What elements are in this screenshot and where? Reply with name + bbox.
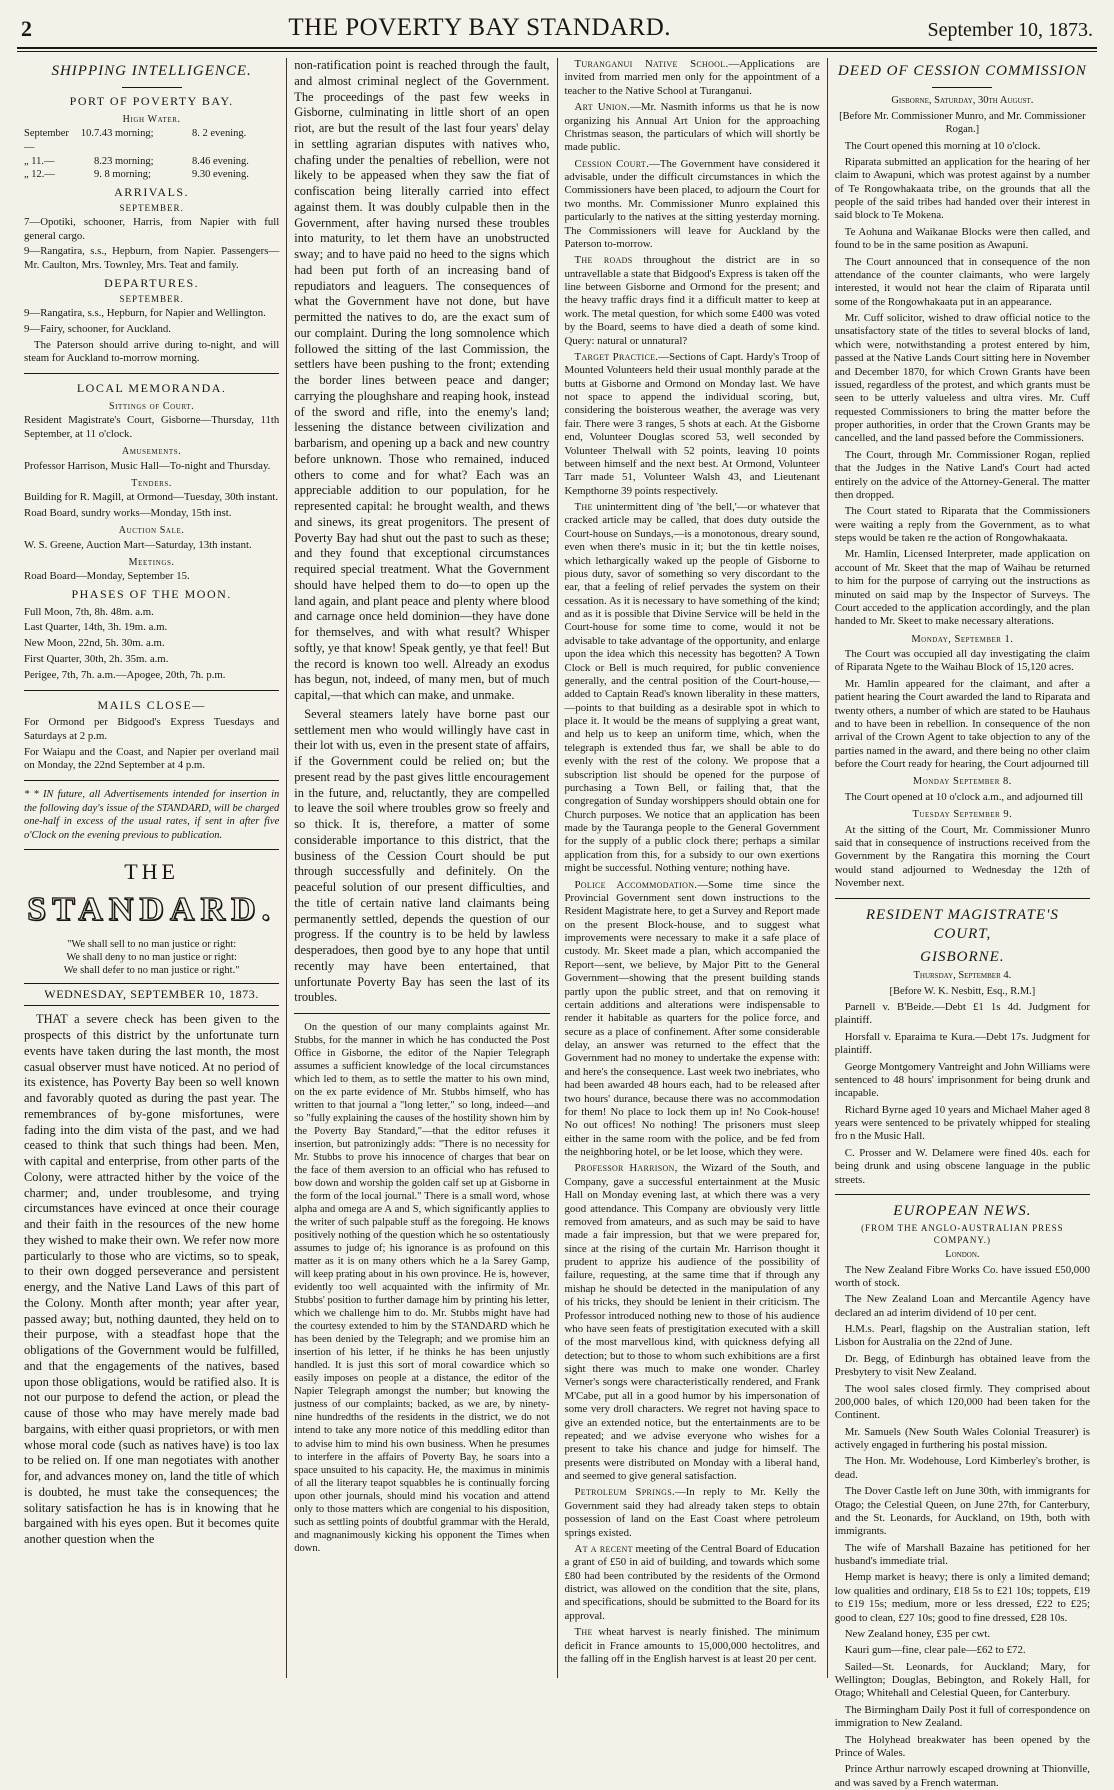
moon-phase: Perigee, 7th, 7h. a.m.—Apogee, 20th, 7h. p.m. [24,668,226,681]
arrivals-month: SEPTEMBER. [119,203,184,214]
masthead-the: THE [124,858,179,884]
newspaper-title: THE POVERTY BAY STANDARD. [288,14,672,41]
news-item [565,351,820,498]
news-item-text: the Wizard of the South, and Company, gave a successful entertainment at the Music Hall on Monday evening last, at which there was a very good attendance. This Company are obviously very little removed from amateurs, and as such may be said to have made a fair impression, but that we were prepared for, since at the rising of the curtain Mr. Harrison thought it prudent to apprize his audience of the possibility of failure, requesting, at the same time that if through any mishap he should be detected in the manipulation of any of his tricks, they should be lenient in their criticism. The Professor introduced nothing new to those of his audience who have seen feats of prestigitation executed with a skill of the most marvellous kind, with quickness defying all detection; but to those to whom such exhibitions are a first sight there was much to make one wonder. Charley Verner's songs were characteristically rendered, and Frank M'Cabe, put all in a good humor by his impersonation of some very droll characters. We regret not having space to give an extended notice, but the entertainments are to be repeated; and we advise everyone who wishes for a present to take his chance and judge for himself. The presents were distributed on Monday with a liberal hand, and seemed to give general satisfaction. [564,1162,820,1482]
section-rule [24,849,279,850]
news-item-text: —Sections of Capt. Hardy's Troop of Mounted Volunteers held their usual monthly parade at the butts at Gisborne and Ormond on Monday last. We have not space to append the individual scoring, but, considering the boisterous weather, the average was very fair. There were 3 ranges, 5 shots at each. At the Gisborne end, Volunteer Douglas scored 53, well seconded by Volunteer Thelwall with 52 points, leaving 10 points between himself and the next best. At Ormond, Volunteer Tarr made 51, Volunteer Walsh 43, and Lieutenant Kempthorne 39 points respectively. [564,350,820,497]
deed-paragraph: Mr. Hamlin, Licensed Interpreter, made application on account of Mr. Skeet that the map of Waihau be returned to him for the purpose of carrying out the instructions as minuted on said map by the Inspector of Surveys. The Court acceded to the application accordingly, and the plan handed to Mr. Skeet to make necessary alterations. [834,548,1090,628]
amusements-text: Professor Harrison, Music Hall—To-night and Thursday. [24,459,271,472]
rm-paragraph: Richard Byrne aged 10 years and Michael Maher aged 8 years were sentenced to be privately whipped for stealing fro n the Music Hall. [834,1103,1090,1143]
deed-paragraph: The Court was occupied all day investigating the claim of Riparata Ngete to the Waihau Block of 15,120 acres. [834,648,1090,674]
tide-morning: 7.43 morning; [94,128,154,140]
meetings-head: Meetings. [128,556,175,568]
header-rule-thin [17,51,1097,52]
mails-title: MAILS CLOSE— [97,697,206,712]
tide-row [24,155,279,169]
european-news-item: The Holyhead breakwater has been opened by the Prince of Wales. [834,1733,1090,1759]
arrivals-title: ARRIVALS. [114,184,190,199]
news-item-text: —Mr. Nasmith informs us that he is now organizing his Annual Art Union for the approaching Christmas season, the particulars of which will shortly be made public. [564,101,820,154]
tuesday-head: Tuesday September 9. [912,809,1013,821]
leader-paragraph: THAT a severe check has been given to the prospects of this district by the unfortunate turn events have taken during the last month, the most casual observer must have noticed. At no period of its existence, has Poverty Bay been so well known and favorably quoted as during the past year. The remembrances of by-gone misfortunes, were fading into the dim vista of the past, and we had ceased to think that such things had been. Men, with capital and enterprise, from other parts of the Colony, were attracted hither by the voice of the charmer; and, under troublesome, and trying circumstances have evinced at once their courage and their faith in the resources of the new home they wished to make their own. We refer now more particularly to those who are victims, so to speak, to their own dogged perseverance and persistent energy, and the Native Land Laws of this part of the Colony. Month after month; year after year, passed away; but, nothing daunted, they held on to their purpose, with a steadfast hope that the obligations of the Government would be fulfilled, and that the engagements of the natives, based upon those obligations, would be ratified also. It is not our purpose to defend the action, or plead the cause of those who may have merely made bad bargains, with either quasi proprietors, or with men whose moral code (such as natives have) is too lax to be relied on. If one man negotiates with another for, and advances money on, land the title of which is doubted, he must take the consequences; the solitary satisfaction he has is in knowing that he bargained with his eyes open. But it becomes quite another question when the [24,1012,280,1547]
auction-text: W. S. Greene, Auction Mart—Saturday, 13th instant. [24,538,252,551]
news-item-text: wheat harvest is nearly finished. The minimum deficit in France amounts to 15,000,000 hectolitres, and the falling off in the English harvest is at least 20 per cent. [564,1626,820,1665]
section-rule [294,1013,549,1014]
rm-paragraph: Parnell v. B'Beide.—Debt £1 1s 4d. Judgment for plaintiff. [834,1001,1090,1027]
rm-paragraph: George Montgomery Vantreight and John Williams were sentenced to 48 hours' imprisonment for being drunk and incapable. [834,1060,1090,1100]
divider [122,87,182,88]
deed-paragraph: The Court announced that in consequence of the non attendance of the counter claimants, who were largely interested, it would not hear the claim of Riparata until some of the Rongowhakaata put in an appearance. [834,255,1090,308]
masthead-motto [24,938,279,977]
leader-paragraph: non-ratification point is reached through the fault, and almost criminal neglect of the Government. The proceedings of the past few weeks in Gisborne, culminating in little short of an open riot, are but the result of the last four years' delay in settling agrarian disputes with natives who, chafing under the penalties of rebellion, were not likely to be appeased when they saw the fiat of confiscation being literally carried into effect against them. It was doubly culpable then in the Government, after having nursed these troubles into maturity, to let them have an unobstructed sway; and to have paid no heed to the signs which had been put forth of an increasing band of repudiators and leaguers. The consequences of what the Government have not done, but have permitted the natives to do, are the exact sum of our complaint. During the long somnolence which followed the sitting of the last Commission, the settlers have been pushing to the front; extending the border lines between peace and danger; carrying the ploughshare and reaping hook, instead of the sword and rifle, into the enemy's land; lessening the distance between civilization and barbarism, and opening up a back and new country before unknown. Those who remained, induced others to come and for what? Each was an appreciable addition to our population, for he represented capital: he brought wealth, and thews and sinews, its great progenitors. The present of Poverty Bay had shut out the past to such as these; and they found that exceptional circumstances required special treatment. What the Government should have helped them to do—to open up the land again, and plant peace and plenty where blood and carnage once held dominion—they have done for themselves, and with what result? Whisper softly, ye that know! Speak gently, ye that feel! But the record is known too well. Already an exodus has begun, not, indeed, of many men, but of much capital,—that which can make, and unmake. [294,58,550,702]
section-rule [24,690,279,691]
european-news-item: The Birmingham Daily Post it full of correspondence on immigration to New Zealand. [834,1703,1090,1730]
deed-paragraph: Mr. Hamlin appeared for the claimant, and after a patient hearing the Court awarded the land to Riparata and twenty others, a number of which are stated to be Hauhaus and to have been in rebellion. In consequence of the non arrival of the Crown Agent to take objection to any of the parties named in the award, and there being no other claim before the Court ready for hearing, the Court adjourned till [834,677,1090,771]
news-item-text: —The Government have considered it advisable, under the difficult circumstances in which the Commissioners have been placed, to adjourn the Court for two months. Mr. Commissioner Munro explained this particularly to the natives at the sitting yesterday morning. The Commissioners will leave for Auckland by the Paterson to-morrow. [564,157,820,250]
section-rule [835,1194,1090,1195]
news-item-head: The [574,1626,593,1639]
tide-day: September 10.— [24,128,94,153]
issue-date: WEDNESDAY, SEPTEMBER 10, 1873. [24,983,279,1006]
news-item-head: The [574,501,593,513]
news-item-text: unintermittent ding of 'the bell,'—or whatever that cracked article may be called, that does duty outside the Court-house on Sundays,—is a monotonous, dreary sound, even when there's music in it; but the tin kettle noises, which lethargically waked up the people of Gisborne to pious duty, savor of something so very discordant to the ear, that a feeling of relief pervades the system on their cessation. As it is necessary to have something of the kind; and as it is possible that Divine Service will be held in the Court-house for some time to come, would it not be advisable to take advantage of the opportunity, and enlarge upon the idea which this necessity has begotten? A Town Clock or Bell is much required, for public convenience generally, and the central position of the Court-house,—added to Captain Read's known liberality in these matters,—points to that building as a desirable spot in which to place it. It would be the means of supplying a great want, and help us to keep an uniform time, which, when the telegraph is extended thus far, we shall be able to do evenly with the rest of the colony. We propose that a subscription list should be opened for the purpose of purchasing a Town Bell, or failing that, that the congregation of Sunday worshippers should obtain one for Church purposes. We notice that an application has been made by the Tauranga people to the General Government for the supply of a public clock there; perhaps a similar application from this, for a subsidy to our own exertions might be successful. Nothing venture; nothing have. [564,501,820,875]
departures-title: DEPARTURES. [104,276,200,291]
monday-head: Monday, September 1. [911,633,1014,645]
newspaper-page [17,0,1097,1789]
news-item [565,879,820,1160]
stubbs-paragraph: On the question of our many complaints against Mr. Stubbs, for the manner in which he has conducted the Post Office in Gisborne, the editor of the Napier Telegraph assumes a sufficient knowledge of the local circumstances which led to them, as to settle the matter to his own mind, on the ex parte evidence of Mr. Stubbs himself, who has written to that journal a "long letter," so long, indeed—and so "fully explaining the causes of the hostility shown him by the Poverty Bay Standard,"—that the editor refuses it insertion, but patronizingly adds: "There is no necessity for Mr. Stubbs to prove his innocence of charges that bear on the face of them aversion to an official who has refused to bow down and worship the golden calf set up at Gisborne in the form of the local journal." There is a small word, whose alpha and omega are A and S, which significantly applies to the writer of such palpable stuff as the foregoing. He knows positively nothing of the question which he so ostentatiously assumes to judge of; his ignorance is as profound on this matter as it is on many others which he a la Sarey Gamp, will keep prating about in his own province. He is, however, evidently too well acquainted with the infirmity of Mr. Stubbs' position to further damage him by printing his letter, which we challenge him to do. Mr. Stubbs might have had the courtesy extended to him by the STANDARD which he has been denied by the Telegraph; and we promise him an insertion of his letter, if he thinks he has been unjustly handled. It is just this sort of moral cowardice which so easily imposes on people at a distance, the editor of the Napier Telegraph amongst the number; but knowing the justness of our complaints; backed, as we are, by ninety-nine hundredths of the residents in the district, we do not intend to take any more notice of this meddling editor than to advise him to mind his own business. When he presumes to interfere in the affairs of Poverty Bay, he soars into a space unsuited to his capacity. He, the maximus in minimis of all the literary teapot squabbles he is continually forcing upon other journals, should mind his vocation and attend only to those matters which are congenial to his disposition, such as settling points of doubtful grammar with the Herald, and magnanimously kicking his opponent the Times when down. [294,1022,550,1554]
tide-morning: 8.23 morning; [94,155,154,167]
high-water-head: High Water. [122,113,181,125]
header-date: September 10, 1873. [927,19,1093,41]
rm-bracket: [Before W. K. Nesbitt, Esq., R.M.] [889,985,1036,997]
european-news-item: The New Zealand Fibre Works Co. have issued £50,000 worth of stock. [834,1263,1090,1289]
tide-day: „ 11.— [24,155,55,167]
european-news-item: Hemp market is heavy; there is only a limited demand; low qualities and ordinary, £18 5s to £21 10s; toppets, £19 to £19 15s; medium, more or less dressed, £22 to £25; good to clean, £27 10s; good to fine dressed, £28 10s. [834,1571,1090,1624]
european-news-item: H.M.s. Pearl, flagship on the Australian station, left Lisbon for Australia on the 22nd of June. [834,1323,1090,1349]
paterson-note: The Paterson should arrive during to-night, and will steam for Auckland to-morrow morning. [24,338,280,365]
tide-evening: 9.30 evening. [192,169,249,181]
monday8-head: Monday September 8. [912,776,1012,788]
tenders-text: Building for R. Magill, at Ormond—Tuesday, 30th instant. [24,491,279,504]
tide-row [24,127,279,154]
deed-paragraph: The Court, through Mr. Commissioner Rogan, replied that the Judges in the Native Land's Court had acted entirely on the advice of the Attorney-General. The matter then dropped. [834,448,1090,501]
sittings-head: Sittings of Court. [108,400,195,412]
european-news-item: The Dover Castle left on June 30th, with immigrants for Otago; the Celestial Queen, on June 27th, for Canterbury, and the St. Leonards, for Auckland, on 19th, both with immigrants. [834,1485,1090,1538]
news-item-head: Art Union. [574,101,631,114]
news-item-head: Turanganui Native School. [574,58,729,70]
news-item-head: The roads [574,254,633,267]
news-item-head: Police Accommodation. [574,878,698,891]
moon-phase: Full Moon, 7th, 8h. 48m. a.m. [24,605,154,618]
departure-entry: 9—Rangatira, s.s., Hepburn, for Napier and Wellington. [24,306,266,319]
auction-head: Auction Sale. [118,524,185,536]
tide-morning: 9. 8 morning; [94,169,151,181]
european-news-item: Prince Arthur narrowly escaped drowning at Thionville, and was saved by a French waterman. [834,1763,1090,1789]
european-news-item: Kauri gum—fine, clear pale—£62 to £72. [844,1644,1026,1657]
tide-row [24,168,279,182]
section-rule [24,373,279,374]
tide-day: „ 12.— [24,169,55,181]
leader-paragraph: Several steamers lately have borne past our settlement men who would willingly have cast in their lot with us, even in the present state of affairs, if the Government could be relied on; but the present read by the past gives little encouragement in the future, and, reluctantly, they are compelled to leave the soil where troubles grow so freely and so thick. It is, therefore, a matter of some considerable importance to this district, that the business of the Cession Court should be put through successfully and definitely. On the peaceful solution of our present difficulties, and the title of certain native land claimants being permanently settled, depends the question of our progress. If the country is to be held by lawless desperadoes, then good bye to any hope that until recently may have been entertained, that unfortunate Poverty Bay has seen the last of its troubles. [294,706,550,1005]
departures-month: SEPTEMBER. [119,294,184,305]
news-item [565,1626,820,1666]
news-item [565,1543,820,1623]
deed-paragraph: Mr. Cuff solicitor, wished to draw official notice to the unsatisfactory state of the titles to several blocks of land, which were, notwithstanding a protest entered by him, passed at the Native Lands Court sitting here in November and December 1870, for which Crown Grants have been issued, regardless of the protest, and which grants must be seen to be utterly valueless and ultra vires. Mr. Cuff requested Commissioners to bring the matter before the proper authorities, in order that the Crown Grants may be cancelled, and the land passed before the Commissioners. [834,312,1090,445]
masthead-standard: STANDARD. [27,891,277,929]
european-news-item: Sailed—St. Leonards, for Auckland; Mary, for Wellington; Douglas, Bebington, and Rokely Hall, for Otago; Whitehall and Celestial Queen, for Canterbury. [834,1660,1090,1700]
section-rule [24,780,279,781]
motto-line: We shall defer to no man justice or right." [63,964,240,976]
news-item-head: Professor Harrison, [574,1162,678,1175]
news-item [565,58,820,98]
column-4 [827,58,1097,1789]
moon-title: PHASES OF THE MOON. [71,587,232,602]
european-news-title: EUROPEAN NEWS. [893,1202,1032,1219]
tenders-head: Tenders. [131,477,172,489]
deed-paragraph: The Court opened this morning at 10 o'clock. [844,139,1041,152]
news-item [565,101,820,155]
amusements-head: Amusements. [121,445,182,457]
european-news-item: The wool sales closed firmly. They comprised about 200,000 bales, of which 120,000 had been taken for the Continent. [834,1382,1090,1422]
deed-paragraph: The Court stated to Riparata that the Commissioners were waiting a reply from the Government, as to what steps would be taken re the action of Rongowhakaata. [834,505,1090,544]
sittings-text: Resident Magistrate's Court, Gisborne—Thursday, 11th September, at 11 o'clock. [24,414,280,441]
news-item-text: —Applications are invited from married men only for the appointment of a teacher to the Native School at Turanganui. [564,58,820,97]
news-item [565,254,820,348]
news-item-text: —Some time since the Provincial Government sent down instructions to the Resident Magistrate here, to get a Survey and Report made on the present Block-house, and to suggest what improvements were necessary to make it a safe place of custody. Mr. Skeet made a plan, which accompanied the Report—sent, we believe, by Major Pitt to the General Government—showing that the present building stands partly upon the public street, and that on removing it certain additions and alterations were indispensable to render it habitable as quarters for the police force, and secure as a place of confinement. After some considerable delay, an answer was returned to the effect that the Government had no money to undertake the expense with: and here's the consequence. Last week two inebriates, who had been awarded 48 hours each, had to be released after two hours' durance, because there was no accommodation for them! No place to lock them up in! No Cook-house! No out offices! No nothing! The prisoners must sleep either in the same room with the police, and be fed from the neighboring hotel, or be let loose, which they were. [564,878,820,1158]
rm-court-place: GISBORNE. [920,948,1005,965]
european-news-item: The New Zealand Loan and Mercantile Agency have declared an ad interim dividend of 10 per cent. [834,1293,1090,1319]
local-memoranda-title: LOCAL MEMORANDA. [76,381,227,396]
column-1 [17,58,286,1678]
meetings-text: Road Board—Monday, September 15. [24,570,190,583]
mails-text: For Waiapu and the Coast, and Napier per overland mail on Monday, the 22nd September at 4 p.m. [24,745,280,772]
news-item-head: Cession Court. [574,157,650,170]
rm-paragraph: Horsfall v. Eparaima te Kura.—Debt 17s. Judgment for plaintiff. [834,1030,1090,1057]
tide-evening: 8.46 evening. [192,155,249,167]
deed-bracket: [Before Mr. Commissioner Munro, and Mr. Commissioner Rogan.] [839,110,1086,136]
deed-dateline: Gisborne, Saturday, 30th August. [891,95,1034,107]
stubbs-article [294,1021,549,1555]
leader-article [24,1012,279,1548]
european-news-item: Dr. Begg, of Edinburgh has obtained leave from the Presbytery to visit New Zealand. [834,1352,1090,1379]
column-2 [286,58,556,1678]
news-item-text: meeting of the Central Board of Education a grant of £50 in aid of building, and towards which some £80 had been contributed by the residents of the Ormond district, was allowed on the condition that the site, plans, and specifications, should be submitted to the Board for its approval. [564,1542,820,1622]
shipping-title: SHIPPING INTELLIGENCE. [51,63,252,79]
page-header [17,14,1097,47]
arrival-entry: 9—Rangatira, s.s., Hepburn, from Napier. Passengers—Mr. Caulton, Mrs. Townley, Mrs. Teat and family. [24,245,280,272]
tide-evening: 8. 2 evening. [192,128,247,140]
news-item-text: —In reply to Mr. Kelly the Government said they had already taken steps to obtain possession of land on the East Coast where petroleum springs existed. [564,1486,820,1539]
moon-phase: First Quarter, 30th, 2h. 35m. a.m. [24,652,169,665]
page-number: 2 [21,16,32,41]
arrival-entry: 7—Opotiki, schooner, Harris, from Napier with full general cargo. [24,215,280,242]
european-news-item: The Hon. Mr. Wodehouse, Lord Kimberley's brother, is dead. [834,1455,1090,1481]
motto-line: We shall deny to no man justice or right: [66,951,237,963]
header-rule [17,47,1097,49]
rm-dateline: Thursday, September 4. [913,970,1012,982]
mails-text: For Ormond per Bidgood's Express Tuesdays and Saturdays at 2 p.m. [24,715,280,742]
european-news-item: The wife of Marshall Bazaine has petitioned for her husband's immediate trial. [834,1541,1090,1568]
tide-table [24,127,279,182]
motto-line: "We shall sell to no man justice or right: [67,938,237,950]
deed-paragraph: The Court opened at 10 o'clock a.m., and adjourned till [844,790,1083,803]
deed-title: DEED OF CESSION COMMISSION [837,63,1087,79]
news-item-head: Target Practice. [574,350,659,363]
deed-paragraph: Te Aohuna and Waikanae Blocks were then called, and found to be in the same position as Awapuni. [834,225,1090,252]
rm-paragraph: C. Prosser and W. Delamere were fined 40s. each for being drunk and using obscene language in the public streets. [834,1146,1090,1186]
news-item [565,501,820,876]
moon-phase: New Moon, 22nd, 5h. 30m. a.m. [24,637,165,650]
column-3 [557,58,827,1678]
european-news-dateline: London. [945,1249,980,1261]
departure-entry: 9—Fairy, schooner, for Auckland. [24,322,171,335]
advertisement-notice: * * IN future, all Advertisements intended for insertion in the following day's issue of the STANDARD, will be charged one-half in excess of the usual rates, if sent in after five o'Clock on the evening previous to publication. [24,789,280,841]
european-news-source: (FROM THE ANGLO-AUSTRALIAN PRESS COMPANY.) [861,1223,1064,1245]
deed-paragraph: At the sitting of the Court, Mr. Commissioner Munro said that in consequence of instructions received from the Government by the Rangatira this morning the Court would stand adjourned to Wednesday the 12th of November next. [834,823,1090,890]
news-item-head: Petroleum Springs. [574,1486,675,1499]
news-item-head: At a recent [574,1542,633,1555]
moon-phase: Last Quarter, 14th, 3h. 19m. a.m. [24,621,168,634]
news-item [565,1162,820,1483]
rm-court-title: RESIDENT MAGISTRATE'S COURT, [865,906,1059,942]
european-news-item: New Zealand honey, £35 per cwt. [844,1627,991,1640]
section-rule [835,898,1090,899]
european-news-item: Mr. Samuels (New South Wales Colonial Treasurer) is actively engaged in furthering his postal mission. [834,1425,1090,1452]
port-title: PORT OF POVERTY BAY. [69,94,234,109]
news-item [565,1486,820,1540]
columns [17,58,1097,1789]
news-item-text: throughout the district are in so untravellable a state that Bidgood's Express is taken off the line between Gisborne and Ormond for the present; and the heavy traffic drays find it a difficult matter to keep at work. The metal question, for which some £400 was voted by the Board, seems to have died a death of some kind. Query: natural or unnatural? [564,254,820,347]
news-item [565,158,820,252]
divider [932,87,992,88]
tenders-text: Road Board, sundry works—Monday, 15th inst. [24,507,232,520]
deed-paragraph: Riparata submitted an application for the hearing of her claim to Awapuni, which was protest against by a number of Te Rongowhakaata tribe, on the grounds that all the people of the said tribes had handed over their interest in said block to Te Mokena. [834,155,1090,222]
